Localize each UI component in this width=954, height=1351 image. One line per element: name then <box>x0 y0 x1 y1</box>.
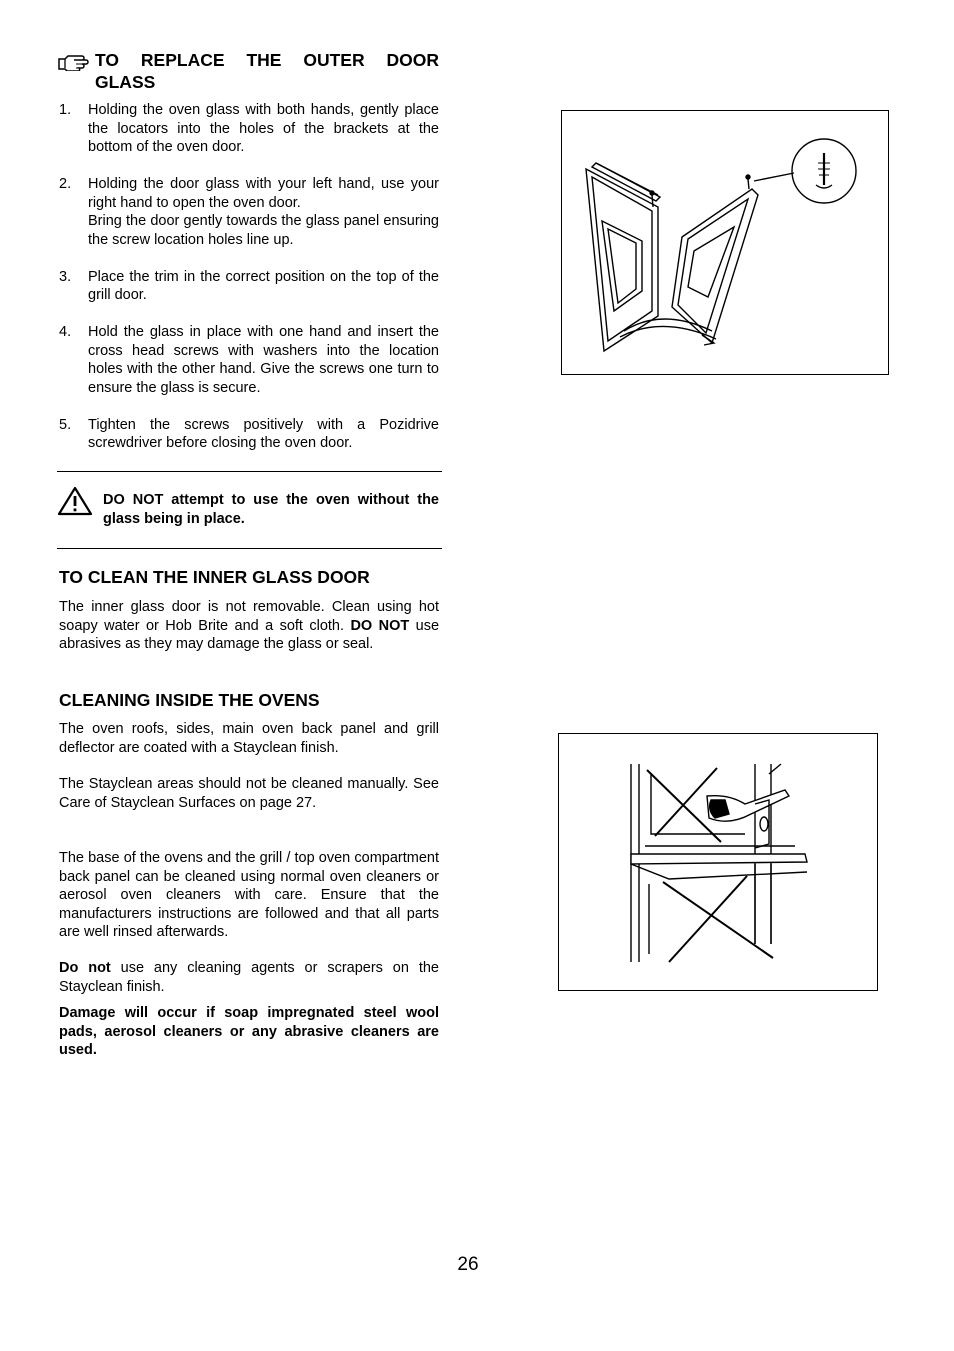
heading-line-2: GLASS <box>95 72 156 92</box>
page-number: 26 <box>457 1254 479 1275</box>
heading-line-1: TO REPLACE THE OUTER DOOR <box>95 50 439 70</box>
oven-cleaning-illustration <box>558 733 878 991</box>
inside-ovens-heading: CLEANING INSIDE THE OVENS <box>59 690 320 710</box>
damage-warning: Damage will occur if soap impregnated steel wool pads, aerosol cleaners or any abrasive cleaners are used. <box>59 1005 439 1058</box>
replace-steps-list <box>59 101 439 471</box>
warning-triangle-icon <box>57 486 93 516</box>
step-item: 2. Holding the door glass with your left hand, use your right hand to open the oven door. Bring the door gently towards the glass panel ensuring the screw location holes line up. <box>59 176 439 248</box>
inner-glass-heading: TO CLEAN THE INNER GLASS DOOR <box>59 567 370 587</box>
step-item: 5. Tighten the screws positively with a Pozidrive screwdriver before closing the oven door. <box>59 416 439 451</box>
step-item: 1. Holding the oven glass with both hands, gently place the locators into the holes of the brackets at the bottom of the oven door. <box>59 102 439 155</box>
divider-bottom <box>57 548 442 549</box>
inside-ovens-p1: The oven roofs, sides, main oven back panel and grill deflector are coated with a Stayclean finish. <box>59 721 439 756</box>
divider-top <box>57 471 442 472</box>
pointing-hand-icon <box>57 53 91 71</box>
inside-ovens-p3: The base of the ovens and the grill / top oven compartment back panel can be cleaned using normal oven cleaners or aerosol oven cleaners with care. Ensure that the manufacturers instructions are followed and that all parts are well rinsed afterwards. <box>59 850 439 940</box>
inside-ovens-p4: Do not use any cleaning agents or scrapers on the Stayclean finish. <box>59 960 439 995</box>
warning-text: DO NOT attempt to use the oven without the glass being in place. <box>103 492 439 527</box>
step-item: 3. Place the trim in the correct position on the top of the grill door. <box>59 268 439 303</box>
door-glass-illustration <box>561 110 889 375</box>
step-item: 4. Hold the glass in place with one hand and insert the cross head screws with washers into the location holes with the other hand. Give the screws one turn to ensure the glass is secure. <box>59 324 439 396</box>
replace-glass-heading <box>59 49 439 93</box>
inner-glass-paragraph: The inner glass door is not removable. Clean using hot soapy water or Hob Brite and a soft cloth. DO NOT use abrasives as they may damage the glass or seal. <box>59 599 440 652</box>
inside-ovens-p2: The Stayclean areas should not be cleaned manually. See Care of Stayclean Surfaces on page 27. <box>59 776 439 811</box>
